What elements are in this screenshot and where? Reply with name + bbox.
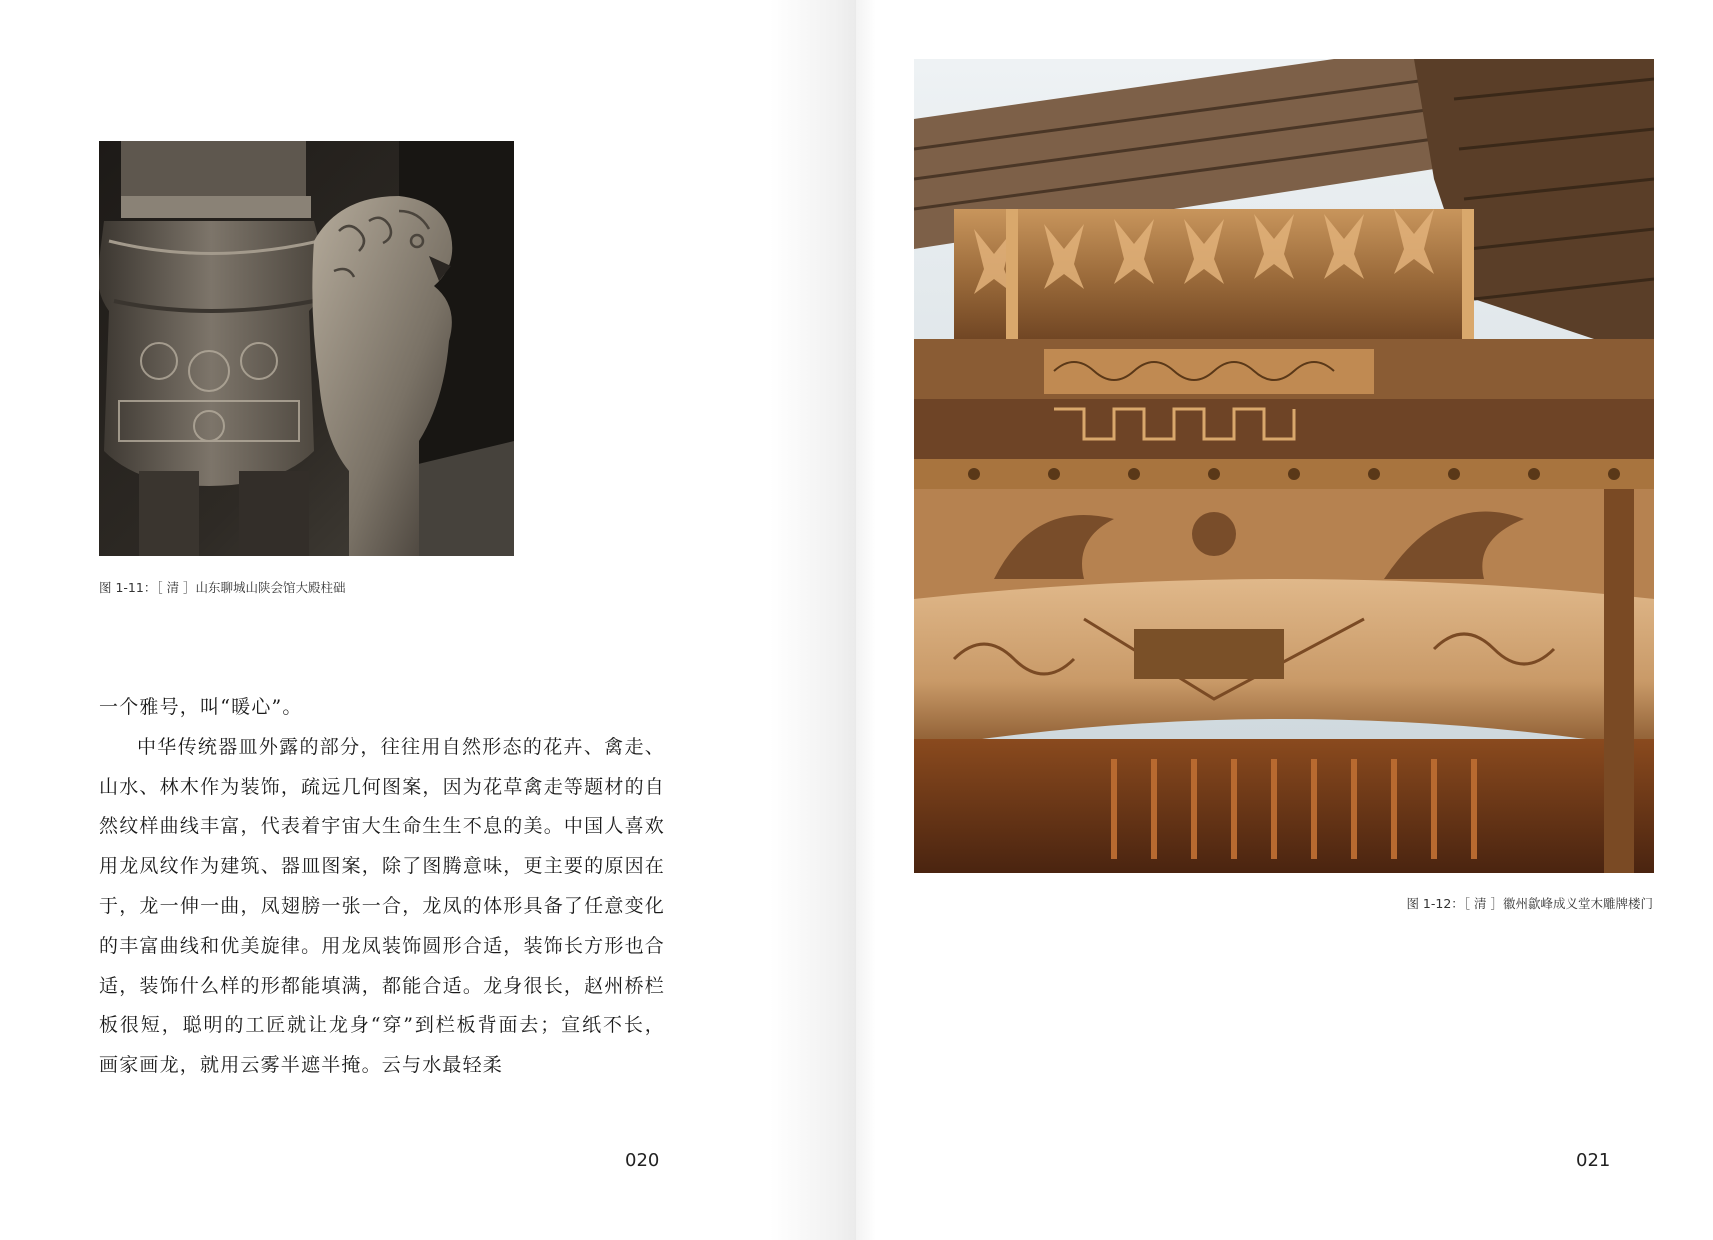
- carved-wooden-archway-image: [914, 59, 1654, 873]
- body-text: [99, 688, 665, 1086]
- paragraph: 中华传统器皿外露的部分，往往用自然形态的花卉、禽走、山水、林木作为装饰，疏远几何图案，因为花草禽走等题材的自然纹样曲线丰富，代表着宇宙大生命生生不息的美。中国人喜欢用龙凤纹作为建筑、器皿图案，除了图腾意味，更主要的原因在于，龙一伸一曲，凤翅膀一张一合，龙凤的体形具备了任意变化的丰富曲线和优美旋律。用龙凤装饰圆形合适，装饰长方形也合适，装饰什么样的形都能填满，都能合适。龙身很长，赵州桥栏板很短，聪明的工匠就让龙身“穿”到栏板背面去；宣纸不长，画家画龙，就用云雾半遮半掩。云与水最轻柔: [99, 735, 665, 1077]
- page-number: 020: [625, 1150, 660, 1171]
- carved-archway-photo: [914, 59, 1654, 873]
- figure-caption: 图 1-11：［ 清 ］山东聊城山陕会馆大殿柱础: [99, 580, 346, 595]
- figure-caption: 图 1-12：［ 清 ］徽州歙峰成义堂木雕牌楼门: [1406, 896, 1653, 911]
- page-gutter-shadow: [770, 0, 860, 1240]
- paragraph: 一个雅号，叫“暖心”。: [99, 696, 303, 718]
- page-gutter-shadow-right: [856, 0, 876, 1240]
- left-page: [0, 0, 856, 1240]
- page-number: 021: [1576, 1150, 1611, 1171]
- stone-column-base-lion-image: [99, 141, 514, 556]
- stone-column-base-photo: [99, 141, 514, 556]
